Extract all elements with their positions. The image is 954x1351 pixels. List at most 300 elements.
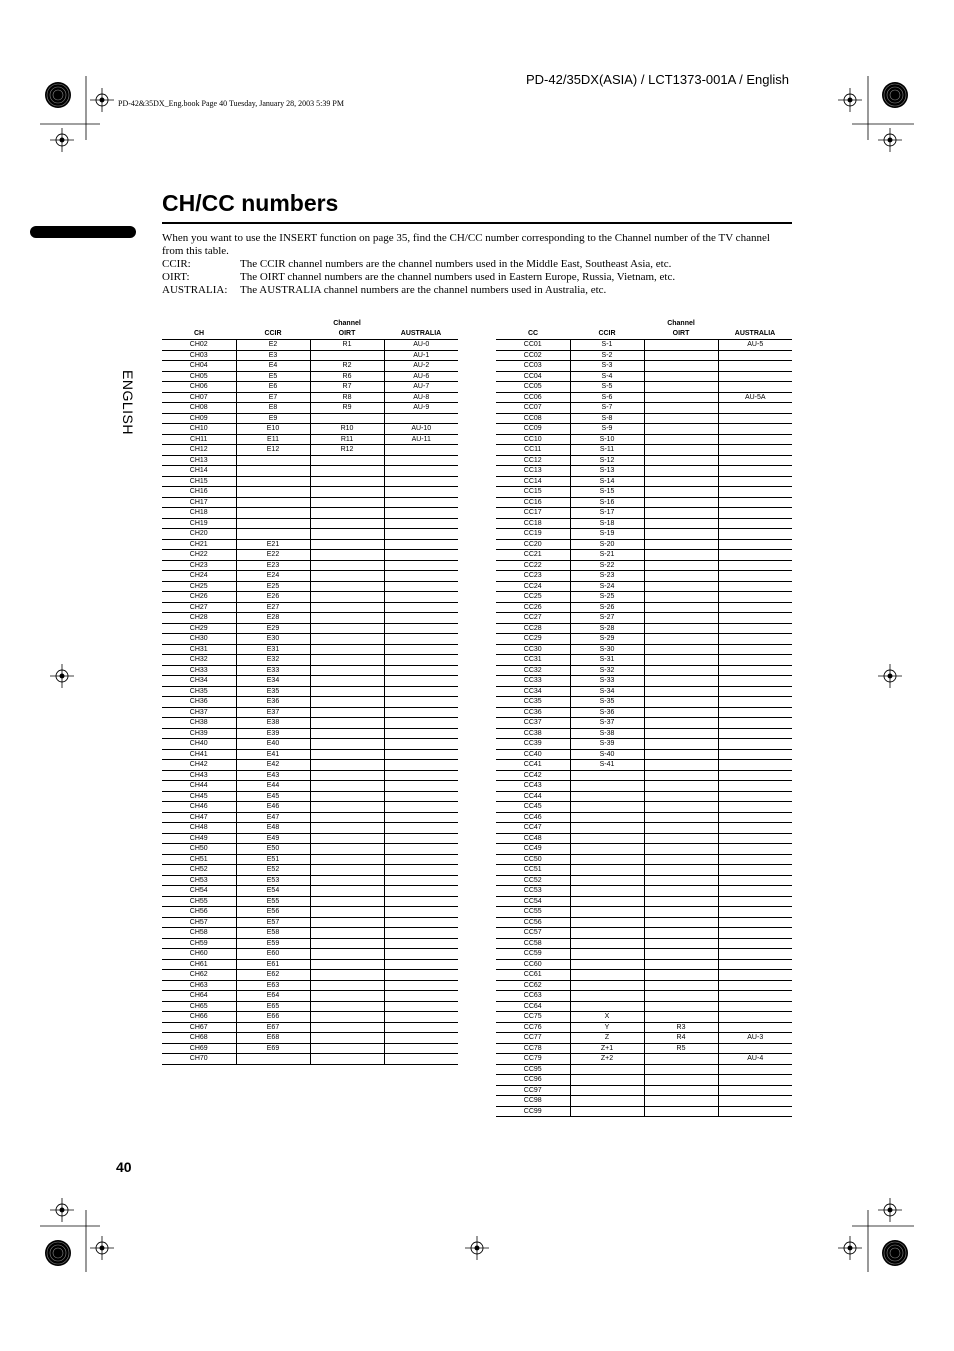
column-header-oirt: OIRT [644, 329, 718, 340]
channel-cell: CC38 [496, 728, 570, 739]
table-row [496, 770, 792, 781]
channel-cell: CH44 [162, 781, 236, 792]
ccir-cell: S-35 [570, 697, 644, 708]
channel-cell: CH07 [162, 392, 236, 403]
channel-cell: CC07 [496, 403, 570, 414]
ccir-cell: E28 [236, 613, 310, 624]
definition-term: AUSTRALIA: [162, 284, 228, 296]
ccir-cell [570, 802, 644, 813]
oirt-cell [644, 655, 718, 666]
channel-cell: CC41 [496, 760, 570, 771]
ccir-cell: E29 [236, 623, 310, 634]
oirt-cell [644, 550, 718, 561]
oirt-cell [310, 739, 384, 750]
table-row [162, 655, 458, 666]
ccir-cell: S-6 [570, 392, 644, 403]
australia-cell [718, 991, 792, 1002]
ccir-cell: E57 [236, 917, 310, 928]
column-header-australia: AUSTRALIA [718, 329, 792, 340]
oirt-cell: R5 [644, 1043, 718, 1054]
oirt-cell [310, 886, 384, 897]
ccir-cell: S-41 [570, 760, 644, 771]
table-row [496, 350, 792, 361]
table-row [162, 382, 458, 393]
table-row [496, 655, 792, 666]
ccir-cell: E31 [236, 644, 310, 655]
ccir-cell: E64 [236, 991, 310, 1002]
table-row [162, 476, 458, 487]
table-row [162, 644, 458, 655]
australia-cell [718, 697, 792, 708]
table-row [162, 718, 458, 729]
table-row [496, 1012, 792, 1023]
header-spacer [384, 319, 458, 329]
australia-cell: AU-6 [384, 371, 458, 382]
channel-cell: CC40 [496, 749, 570, 760]
channel-cell: CH61 [162, 959, 236, 970]
ccir-cell: E11 [236, 434, 310, 445]
table-row [162, 340, 458, 351]
australia-cell [718, 1012, 792, 1023]
oirt-cell [644, 539, 718, 550]
oirt-cell [310, 1001, 384, 1012]
australia-cell: AU-0 [384, 340, 458, 351]
oirt-cell [644, 581, 718, 592]
channel-cell: CC58 [496, 938, 570, 949]
table-row [162, 550, 458, 561]
ccir-cell: S-28 [570, 623, 644, 634]
table-row [162, 770, 458, 781]
channel-cell: CC78 [496, 1043, 570, 1054]
ccir-cell [570, 812, 644, 823]
channel-cell: CC06 [496, 392, 570, 403]
ccir-cell [570, 886, 644, 897]
table-row [162, 623, 458, 634]
oirt-cell: R1 [310, 340, 384, 351]
channel-cell: CH63 [162, 980, 236, 991]
channel-cell: CH27 [162, 602, 236, 613]
table-row [162, 739, 458, 750]
ccir-cell: E4 [236, 361, 310, 372]
oirt-cell [310, 970, 384, 981]
oirt-cell [644, 781, 718, 792]
australia-cell [384, 560, 458, 571]
table-row [162, 917, 458, 928]
channel-cell: CC31 [496, 655, 570, 666]
oirt-cell [644, 560, 718, 571]
oirt-cell [310, 644, 384, 655]
ccir-cell: E45 [236, 791, 310, 802]
australia-cell [384, 896, 458, 907]
ccir-cell: E56 [236, 907, 310, 918]
channel-cell: CC36 [496, 707, 570, 718]
oirt-cell [644, 728, 718, 739]
channel-cell: CH06 [162, 382, 236, 393]
ccir-cell: E68 [236, 1033, 310, 1044]
table-row [162, 980, 458, 991]
table-row [162, 424, 458, 435]
channel-cell: CH25 [162, 581, 236, 592]
ccir-cell: E37 [236, 707, 310, 718]
table-row [162, 602, 458, 613]
australia-cell [718, 497, 792, 508]
channel-cell: CH67 [162, 1022, 236, 1033]
ccir-cell [236, 487, 310, 498]
oirt-cell [644, 970, 718, 981]
oirt-cell [644, 518, 718, 529]
channel-cell: CC59 [496, 949, 570, 960]
table-row [496, 340, 792, 351]
table-row [496, 392, 792, 403]
channel-cell: CC37 [496, 718, 570, 729]
column-header-ccir: CCIR [236, 329, 310, 340]
table-row [496, 938, 792, 949]
channel-cell: CC19 [496, 529, 570, 540]
oirt-cell [310, 529, 384, 540]
oirt-cell [644, 445, 718, 456]
ccir-cell: E67 [236, 1022, 310, 1033]
oirt-cell [644, 854, 718, 865]
channel-cell: CC02 [496, 350, 570, 361]
oirt-cell: R6 [310, 371, 384, 382]
channel-cell: CH49 [162, 833, 236, 844]
ccir-cell [570, 781, 644, 792]
table-row [162, 361, 458, 372]
ccir-cell: S-10 [570, 434, 644, 445]
header-spacer [496, 319, 570, 329]
australia-cell [384, 644, 458, 655]
definition-oirt [162, 271, 794, 284]
australia-cell [384, 959, 458, 970]
table-row [496, 550, 792, 561]
channel-cell: CC77 [496, 1033, 570, 1044]
channel-cell: CC45 [496, 802, 570, 813]
table-row [496, 865, 792, 876]
australia-cell [384, 718, 458, 729]
ccir-cell: E40 [236, 739, 310, 750]
australia-cell [718, 371, 792, 382]
oirt-cell [644, 644, 718, 655]
table-row [496, 602, 792, 613]
table-row [496, 613, 792, 624]
table-row [162, 812, 458, 823]
australia-cell [718, 781, 792, 792]
table-row [496, 361, 792, 372]
table-row [496, 455, 792, 466]
australia-cell [718, 1085, 792, 1096]
column-header-ccir: CCIR [570, 329, 644, 340]
channel-cell: CC23 [496, 571, 570, 582]
channel-cell: CH52 [162, 865, 236, 876]
ccir-cell: E38 [236, 718, 310, 729]
oirt-cell [310, 697, 384, 708]
oirt-cell [644, 1001, 718, 1012]
table-row [496, 917, 792, 928]
australia-cell [384, 907, 458, 918]
table-row [162, 823, 458, 834]
channel-cell: CC52 [496, 875, 570, 886]
australia-cell [718, 739, 792, 750]
oirt-cell [310, 350, 384, 361]
oirt-cell [310, 665, 384, 676]
australia-cell [384, 613, 458, 624]
australia-cell [718, 529, 792, 540]
australia-cell [384, 518, 458, 529]
channel-cell: CH28 [162, 613, 236, 624]
australia-cell [718, 350, 792, 361]
ccir-cell [570, 1075, 644, 1086]
oirt-cell [310, 865, 384, 876]
table-row [496, 592, 792, 603]
document-id: PD-42/35DX(ASIA) / LCT1373-001A / English [526, 72, 790, 87]
ccir-cell [570, 791, 644, 802]
channel-cell: CC14 [496, 476, 570, 487]
ccir-cell: S-8 [570, 413, 644, 424]
oirt-cell [310, 560, 384, 571]
ccir-cell [236, 518, 310, 529]
channel-cell: CH29 [162, 623, 236, 634]
channel-cell: CC04 [496, 371, 570, 382]
oirt-cell [310, 791, 384, 802]
oirt-cell [310, 770, 384, 781]
channel-cell: CH56 [162, 907, 236, 918]
oirt-cell [644, 802, 718, 813]
channel-cell: CC30 [496, 644, 570, 655]
ccir-cell: S-25 [570, 592, 644, 603]
ccir-cell [570, 770, 644, 781]
oirt-cell: R10 [310, 424, 384, 435]
channel-cell: CC79 [496, 1054, 570, 1065]
ccir-cell [570, 865, 644, 876]
ccir-cell: E54 [236, 886, 310, 897]
table-row [162, 466, 458, 477]
table-row [496, 382, 792, 393]
australia-cell [718, 518, 792, 529]
channel-cell: CC20 [496, 539, 570, 550]
ccir-cell: E10 [236, 424, 310, 435]
australia-cell [384, 917, 458, 928]
channel-cell: CC08 [496, 413, 570, 424]
oirt-cell [310, 686, 384, 697]
table-row [496, 949, 792, 960]
australia-cell [718, 634, 792, 645]
oirt-cell [644, 1075, 718, 1086]
australia-cell: AU-1 [384, 350, 458, 361]
header-spacer [570, 319, 644, 329]
australia-cell [384, 1001, 458, 1012]
table-row [162, 865, 458, 876]
channel-cell: CH51 [162, 854, 236, 865]
table-row [496, 560, 792, 571]
table-row [496, 1075, 792, 1086]
australia-cell [384, 1033, 458, 1044]
australia-cell [718, 728, 792, 739]
ccir-cell [570, 833, 644, 844]
oirt-cell [644, 466, 718, 477]
australia-cell [384, 844, 458, 855]
oirt-cell [644, 896, 718, 907]
channel-cell: CC16 [496, 497, 570, 508]
australia-cell [384, 581, 458, 592]
oirt-cell [310, 634, 384, 645]
table-row [496, 1001, 792, 1012]
oirt-cell [644, 739, 718, 750]
australia-cell [718, 1106, 792, 1117]
ccir-cell: S-36 [570, 707, 644, 718]
australia-cell [384, 854, 458, 865]
ccir-cell: E42 [236, 760, 310, 771]
table-row [162, 991, 458, 1002]
ccir-cell: S-5 [570, 382, 644, 393]
australia-cell: AU-5 [718, 340, 792, 351]
oirt-cell [310, 476, 384, 487]
ccir-cell: E62 [236, 970, 310, 981]
channel-cell: CH50 [162, 844, 236, 855]
ccir-cell [570, 1106, 644, 1117]
ccir-cell: E2 [236, 340, 310, 351]
ccir-cell: S-31 [570, 655, 644, 666]
table-row [162, 518, 458, 529]
ccir-cell: E41 [236, 749, 310, 760]
oirt-cell [310, 728, 384, 739]
ccir-cell: S-38 [570, 728, 644, 739]
channel-cell: CC11 [496, 445, 570, 456]
oirt-cell [644, 602, 718, 613]
australia-cell: AU-9 [384, 403, 458, 414]
australia-cell [384, 665, 458, 676]
oirt-cell: R4 [644, 1033, 718, 1044]
table-row [162, 938, 458, 949]
oirt-cell [310, 655, 384, 666]
oirt-cell [644, 886, 718, 897]
table-row [496, 980, 792, 991]
table-row [162, 949, 458, 960]
channel-cell: CH19 [162, 518, 236, 529]
australia-cell [384, 886, 458, 897]
channel-cell: CH45 [162, 791, 236, 802]
ccir-cell: S-3 [570, 361, 644, 372]
table-row [496, 697, 792, 708]
channel-cell: CH47 [162, 812, 236, 823]
ccir-cell: S-9 [570, 424, 644, 435]
oirt-cell [644, 371, 718, 382]
table-row [162, 497, 458, 508]
table-row [496, 371, 792, 382]
ccir-cell: E30 [236, 634, 310, 645]
ccir-cell: S-16 [570, 497, 644, 508]
channel-cell: CH08 [162, 403, 236, 414]
australia-cell [718, 917, 792, 928]
table-row [496, 833, 792, 844]
channel-cell: CH36 [162, 697, 236, 708]
australia-cell: AU-3 [718, 1033, 792, 1044]
table-row [162, 455, 458, 466]
ccir-cell: E53 [236, 875, 310, 886]
ccir-cell: S-15 [570, 487, 644, 498]
oirt-cell: R7 [310, 382, 384, 393]
channel-cell: CC57 [496, 928, 570, 939]
channel-cell: CH05 [162, 371, 236, 382]
oirt-cell [310, 623, 384, 634]
oirt-cell [310, 812, 384, 823]
australia-cell [384, 413, 458, 424]
column-header-australia: AUSTRALIA [384, 329, 458, 340]
ccir-cell: E61 [236, 959, 310, 970]
oirt-cell [310, 518, 384, 529]
table-row [496, 844, 792, 855]
ccir-cell: E23 [236, 560, 310, 571]
oirt-cell [644, 949, 718, 960]
oirt-cell [644, 718, 718, 729]
oirt-cell [644, 980, 718, 991]
definition-desc: The AUSTRALIA channel numbers are the channel numbers used in Australia, etc. [240, 284, 607, 296]
ccir-cell: S-33 [570, 676, 644, 687]
channel-cell: CH11 [162, 434, 236, 445]
ccir-cell [570, 1085, 644, 1096]
channel-cell: CC28 [496, 623, 570, 634]
australia-cell [384, 802, 458, 813]
ccir-cell: S-24 [570, 581, 644, 592]
column-header-cc: CC [496, 329, 570, 340]
ccir-cell: E9 [236, 413, 310, 424]
australia-cell [384, 676, 458, 687]
oirt-cell [644, 634, 718, 645]
oirt-cell [644, 907, 718, 918]
channel-cell: CC62 [496, 980, 570, 991]
australia-cell [718, 581, 792, 592]
australia-cell [384, 655, 458, 666]
channel-cell: CC51 [496, 865, 570, 876]
table-row [496, 854, 792, 865]
oirt-cell [310, 854, 384, 865]
channel-cell: CC42 [496, 770, 570, 781]
australia-cell [718, 623, 792, 634]
oirt-cell [310, 749, 384, 760]
ccir-cell [570, 970, 644, 981]
intro-block [162, 232, 794, 297]
australia-cell [718, 886, 792, 897]
oirt-cell [644, 487, 718, 498]
definition-term: OIRT: [162, 271, 190, 283]
table-row [496, 875, 792, 886]
australia-cell [384, 476, 458, 487]
australia-cell [718, 844, 792, 855]
ccir-cell: S-34 [570, 686, 644, 697]
ccir-cell: E39 [236, 728, 310, 739]
oirt-cell [644, 529, 718, 540]
table-row [162, 886, 458, 897]
channel-cell: CC46 [496, 812, 570, 823]
australia-cell [718, 1075, 792, 1086]
australia-cell [384, 770, 458, 781]
oirt-cell [644, 991, 718, 1002]
table-row [162, 959, 458, 970]
oirt-cell [644, 959, 718, 970]
oirt-cell [310, 508, 384, 519]
table-row [162, 392, 458, 403]
table-row [496, 896, 792, 907]
ccir-cell [570, 896, 644, 907]
table-row [496, 991, 792, 1002]
australia-cell [384, 571, 458, 582]
australia-cell [718, 361, 792, 372]
oirt-cell [644, 665, 718, 676]
table-row [496, 970, 792, 981]
oirt-cell [310, 823, 384, 834]
australia-cell [384, 1054, 458, 1065]
channel-cell: CH26 [162, 592, 236, 603]
table-row [496, 403, 792, 414]
